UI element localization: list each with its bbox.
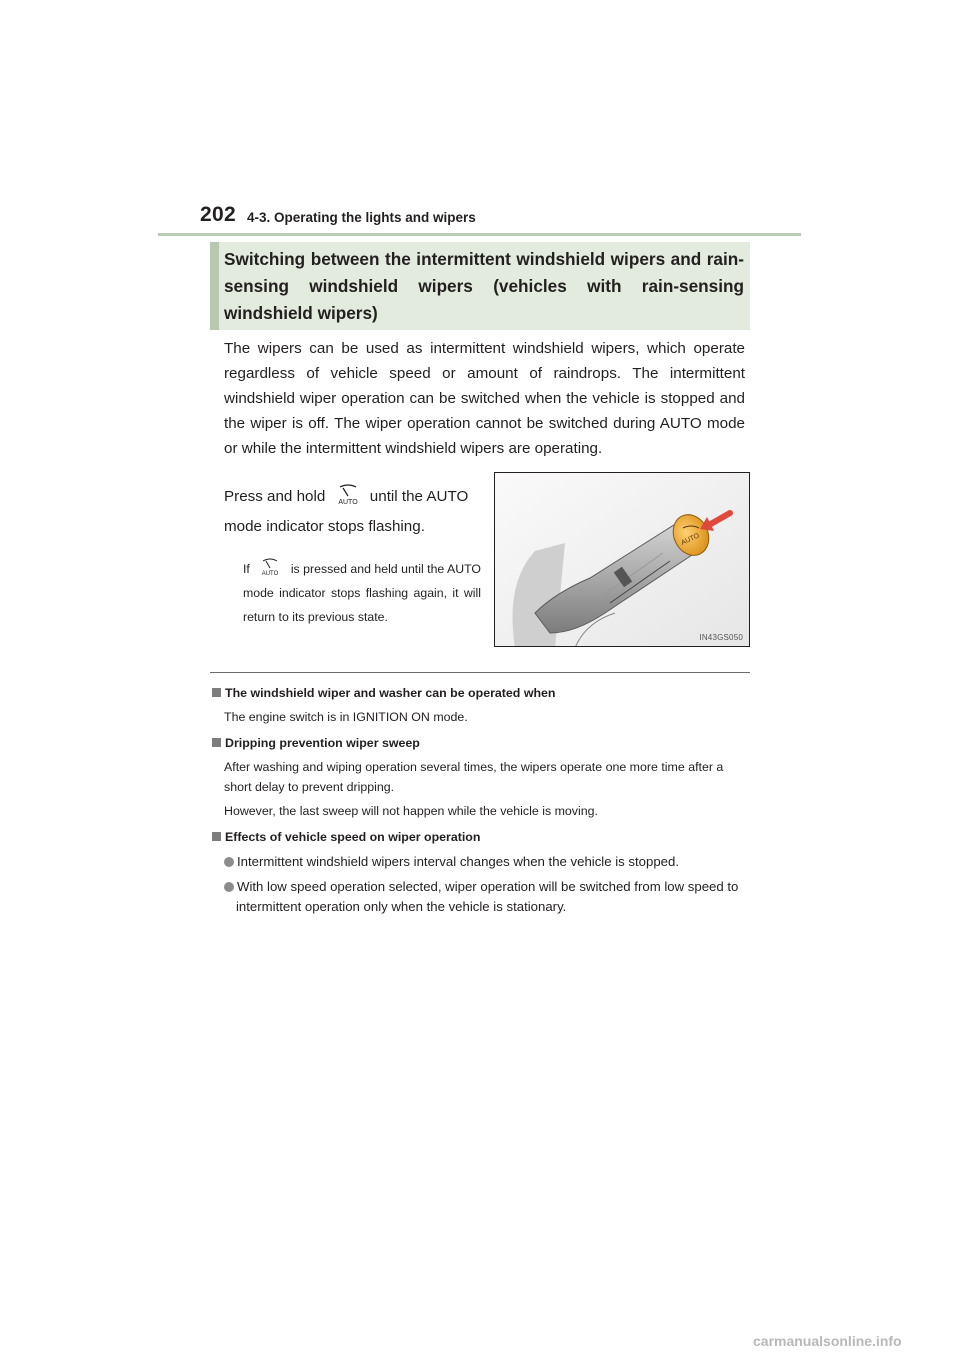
intro-paragraph: The wipers can be used as intermittent windshield wipers, which operate regardless of vehicle speed or amount of raindrops. The intermittent windshield wiper operation can be switched when the vehicle is stopped and the wiper is off. The wiper operation cannot be switched during AUTO mode or while the intermittent windshield wipers are operating.	[224, 340, 745, 457]
notes-section	[212, 683, 752, 917]
note-block	[212, 733, 752, 821]
heading-text: Switching between the intermittent windshield wipers and rain-sensing windshield wipers (vehicles with rain-sensing windshield wipers)	[224, 249, 744, 323]
page-number: 202	[200, 203, 236, 226]
note-title: Dripping prevention wiper sweep	[212, 733, 752, 753]
note-paragraph: After washing and wiping operation several times, the wipers operate one more time after a short delay to prevent dripping.	[224, 760, 724, 794]
header-rule	[158, 233, 801, 236]
bullet-item: Intermittent windshield wipers interval changes when the vehicle is stopped.	[212, 852, 752, 872]
instruction-before-icon: Press and hold	[224, 488, 326, 505]
illustration-button-label: AUTO	[680, 532, 701, 547]
bullet-item: With low speed operation selected, wiper operation will be switched from low speed to intermittent operation only when the vehicle is stationary.	[212, 877, 752, 917]
watermark: carmanualsonline.info	[753, 1333, 902, 1349]
circle-bullet-icon	[224, 857, 234, 867]
auto-icon-label-small: AUTO	[262, 571, 279, 576]
instruction-after-icon: until the AUTO mode indicator stops flashing.	[224, 488, 469, 535]
circle-bullet-icon	[224, 882, 234, 892]
note-text	[243, 557, 481, 629]
square-bullet-icon	[212, 738, 221, 747]
section-title: 4-3. Operating the lights and wipers	[247, 210, 476, 225]
auto-wiper-icon	[334, 484, 362, 506]
note-before-icon: If	[243, 562, 250, 576]
square-bullet-icon	[212, 688, 221, 697]
illustration-code: IN43GS050	[699, 633, 743, 642]
square-bullet-icon	[212, 832, 221, 841]
note-block	[212, 683, 752, 727]
wiper-lever-illustration	[494, 472, 750, 647]
auto-wiper-icon	[259, 558, 281, 576]
note-block	[212, 827, 752, 917]
instruction-text	[224, 482, 482, 542]
note-title: The windshield wiper and washer can be operated when	[212, 683, 752, 703]
note-title: Effects of vehicle speed on wiper operation	[212, 827, 752, 847]
heading-box	[210, 242, 750, 330]
auto-icon-label: AUTO	[337, 499, 358, 506]
note-after-icon: is pressed and held until the AUTO mode indicator stops flashing again, it will return to its previous state.	[243, 562, 481, 624]
note-paragraph: However, the last sweep will not happen while the vehicle is moving.	[224, 804, 598, 818]
section-divider	[210, 672, 750, 673]
note-paragraph: The engine switch is in IGNITION ON mode.	[224, 710, 468, 724]
